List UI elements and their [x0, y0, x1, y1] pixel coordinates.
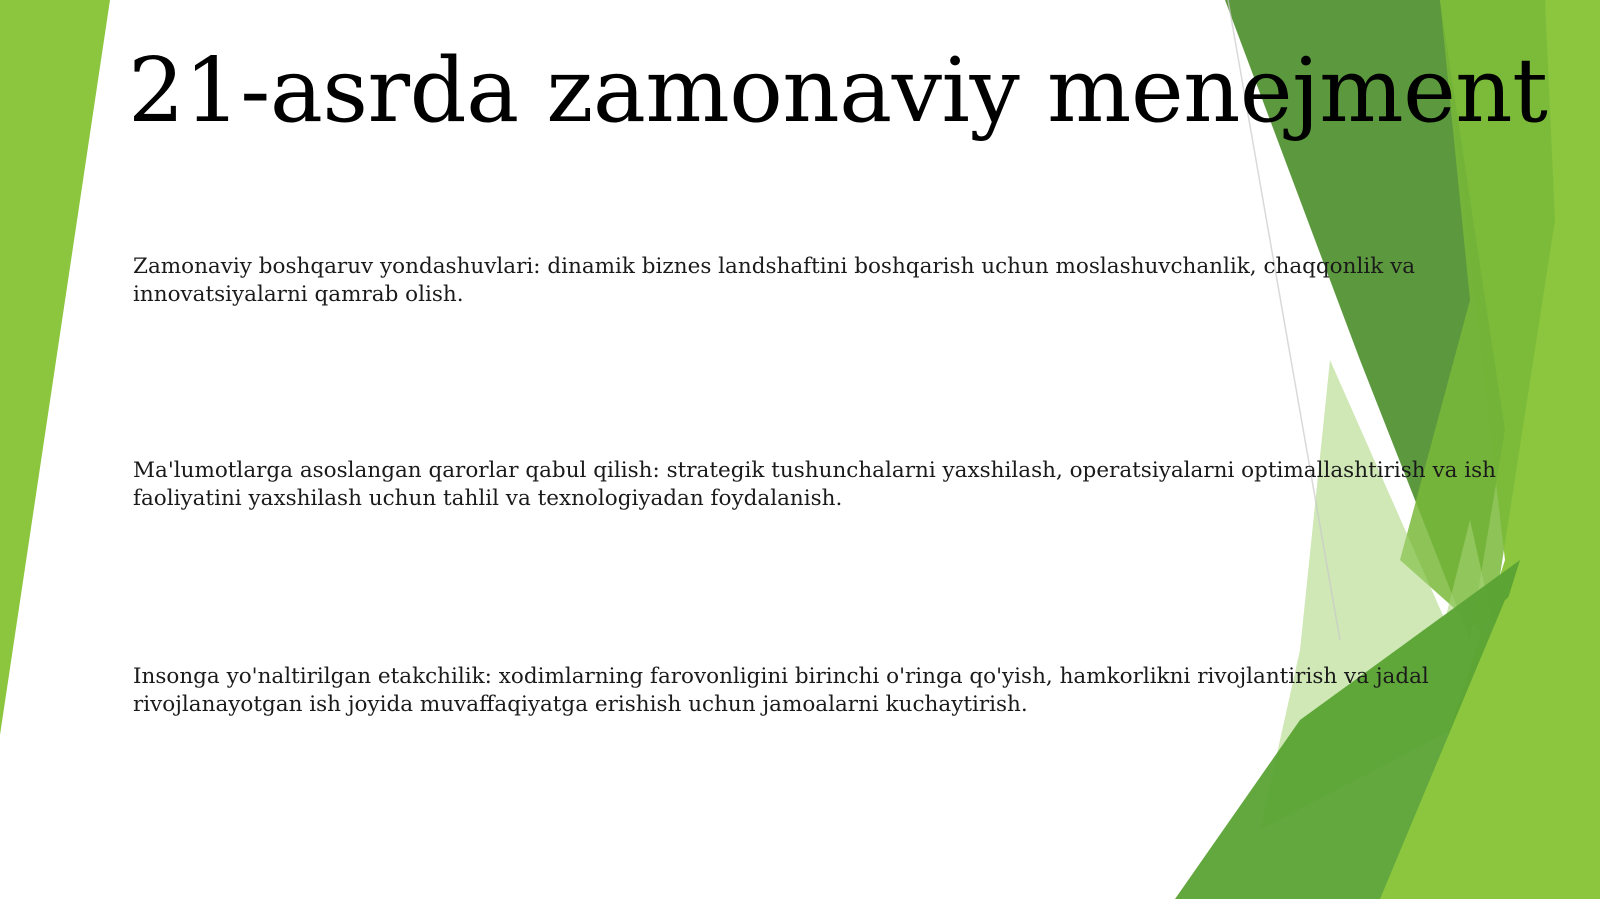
bullet-human-centered-leadership: Insonga yo'naltirilgan etakchilik: xodimlarning farovonligini birinchi o'ringa qo'yish, hamkorlikni rivojlantirish va jadal rivojlanayotgan ish joyida muvaffaqiyatga erishish uchun jamoalarni kuchaytirish. [133, 664, 1429, 717]
bullet-modern-approaches: Zamonaviy boshqaruv yondashuvlari: dinamik biznes landshaftini boshqarish uchun moslashuvchanlik, chaqqonlik va innovatsiyalarni qamrab olish. [133, 254, 1416, 307]
left-green-wedge [0, 0, 110, 735]
bullet-data-driven-decisions: Ma'lumotlarga asoslangan qarorlar qabul qilish: strategik tushunchalarni yaxshilash, operatsiyalarni optimallashtirish va ish faoliyatini yaxshilash uchun tahlil va texnologiyadan foydalanish. [133, 458, 1497, 511]
slide-title: 21-asrda zamonaviy menejment [128, 38, 1548, 142]
